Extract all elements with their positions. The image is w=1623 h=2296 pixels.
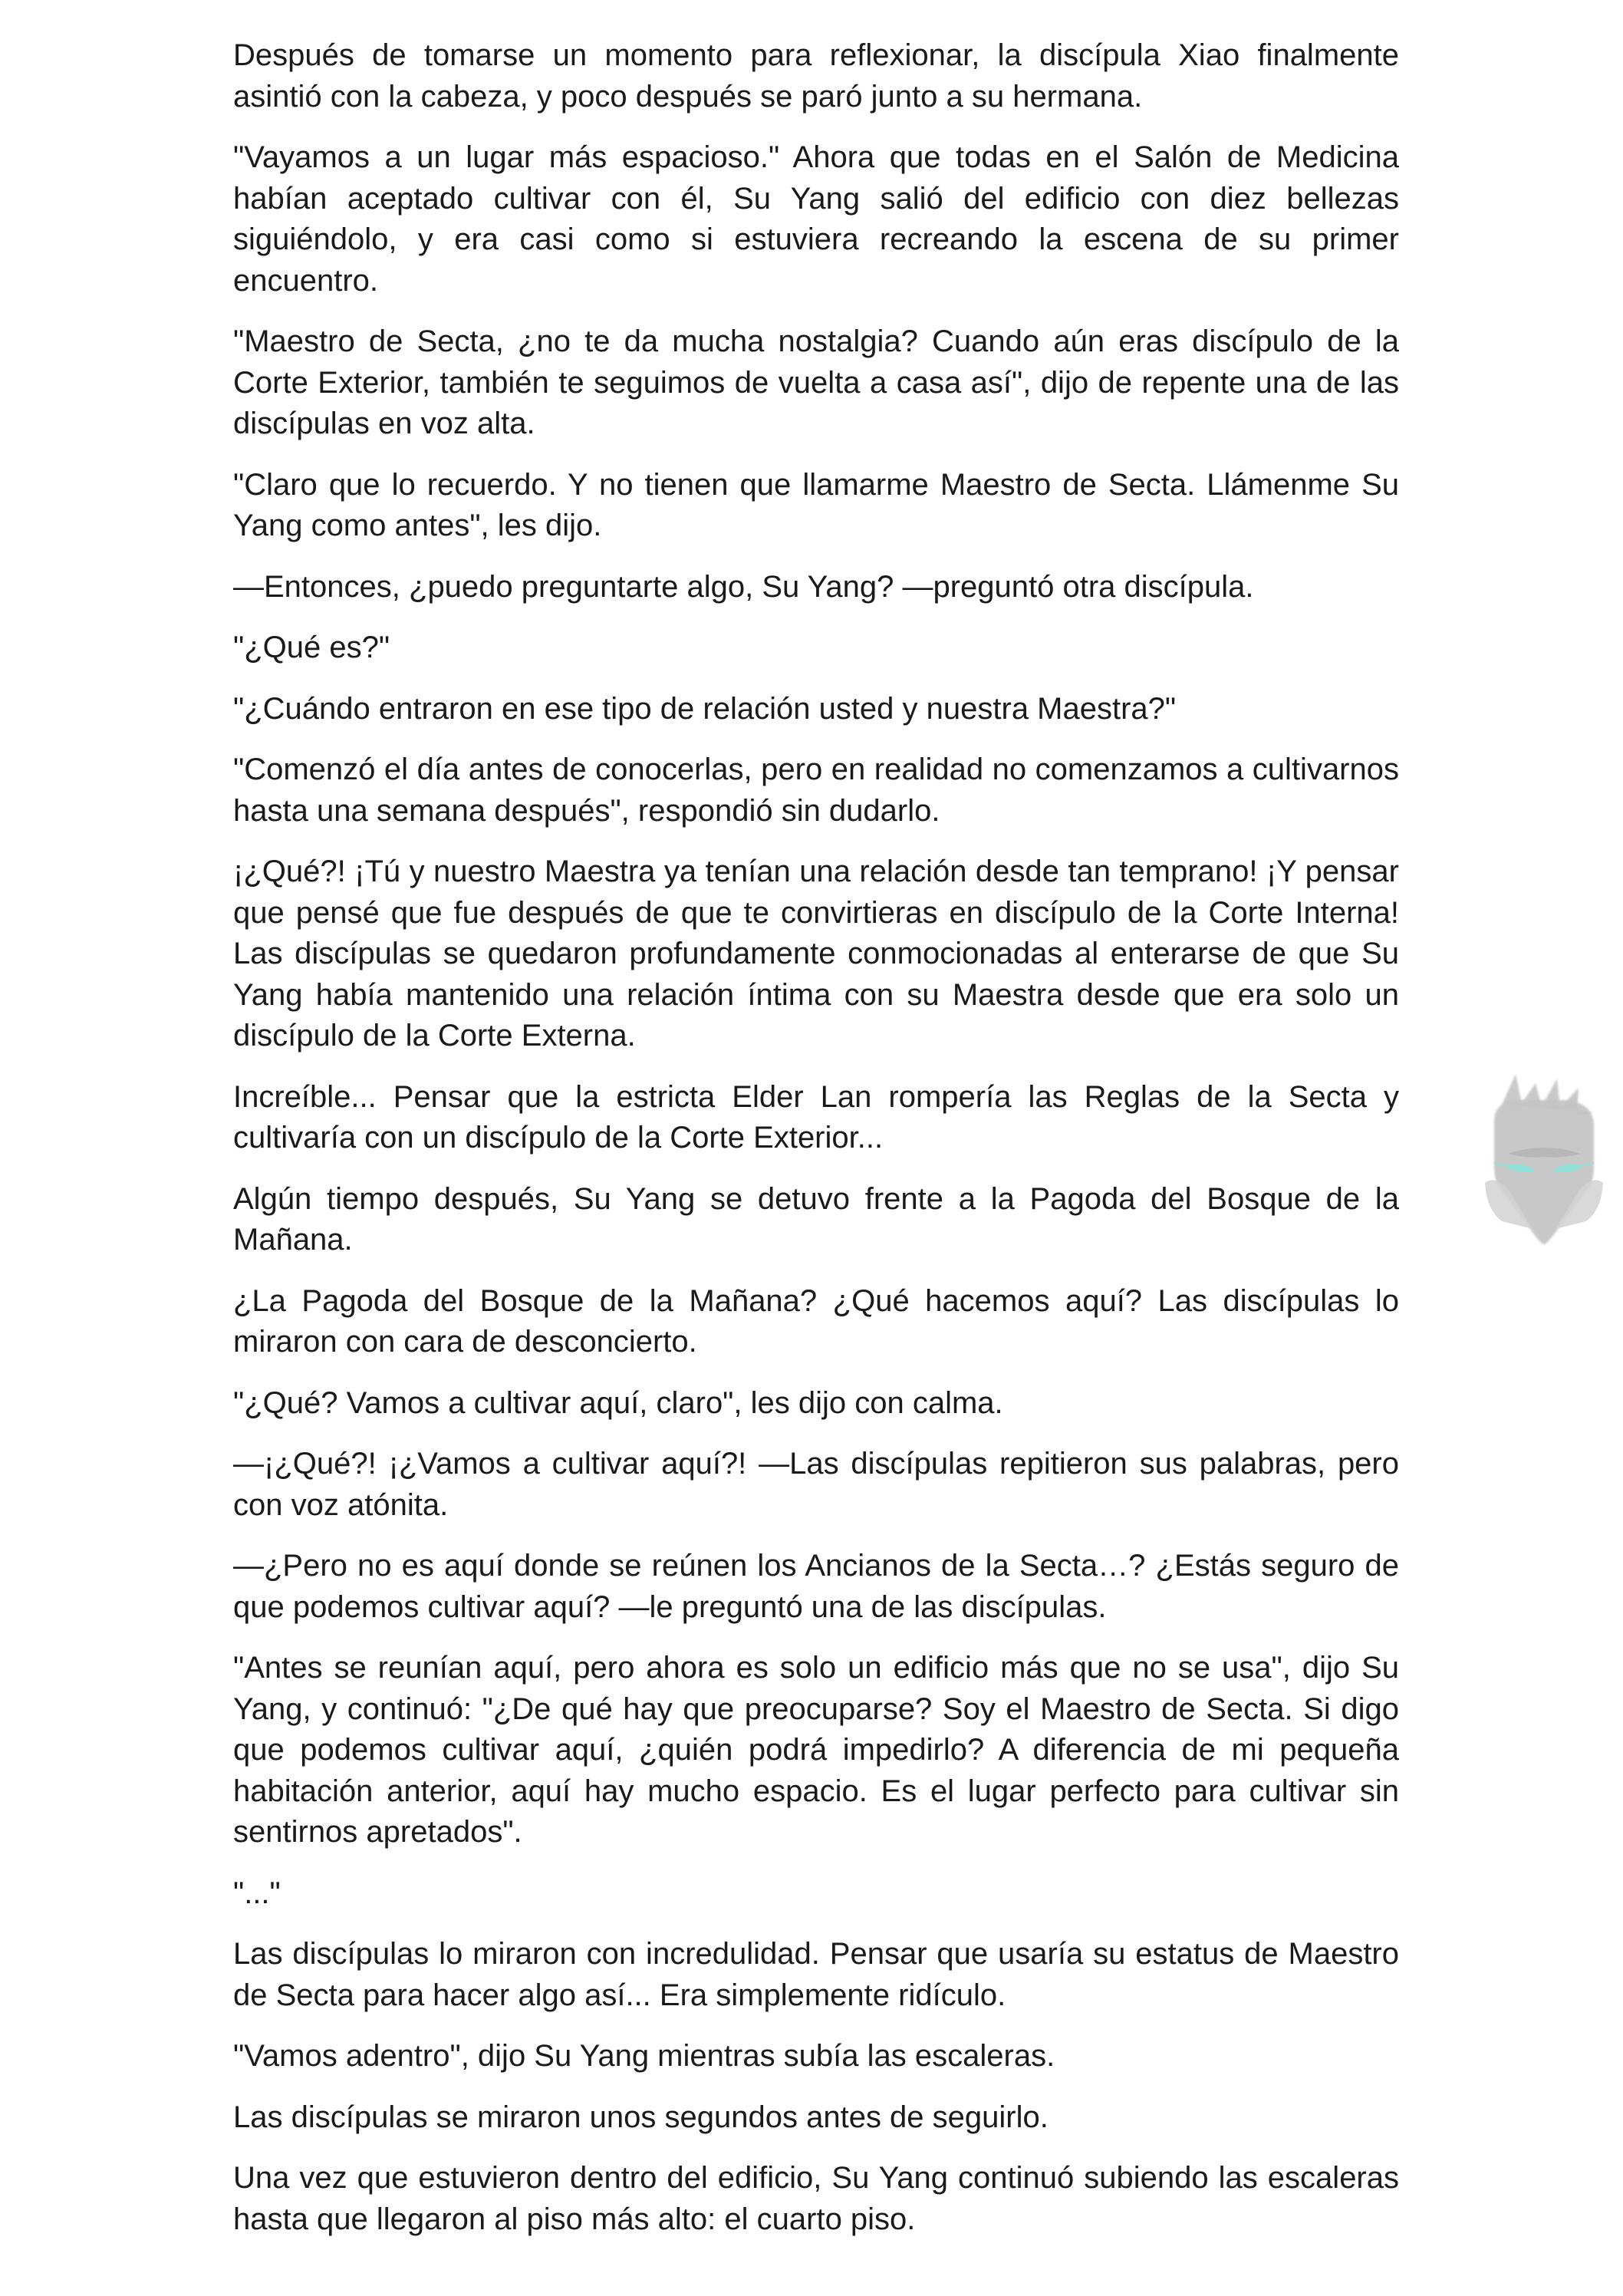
paragraph: "Claro que lo recuerdo. Y no tienen que llamarme Maestro de Secta. Llámenme Su Yang como antes", les dijo. bbox=[233, 467, 1399, 542]
text-column bbox=[233, 35, 1399, 2260]
paragraph: "Vayamos a un lugar más espacioso." Ahora que todas en el Salón de Medicina habían aceptado cultivar con él, Su Yang salió del edificio con diez bellezas siguiéndolo, y era casi como si estuviera recreando la escena de su primer encuentro. bbox=[233, 140, 1399, 298]
paragraph: ¡¿Qué?! ¡Tú y nuestro Maestra ya tenían una relación desde tan temprano! ¡Y pensar que pensé que fue después de que te convirtieras en discípulo de la Corte Interna! Las discípulas se quedaron profundamente conmocionadas al enterarse de que Su Yang había mantenido una relación íntima con su Maestra desde que era solo un discípulo de la Corte Externa. bbox=[233, 855, 1399, 1052]
paragraph: —Entonces, ¿puedo preguntarte algo, Su Yang? —preguntó otra discípula. bbox=[233, 569, 1254, 604]
paragraph: —¡¿Qué?! ¡¿Vamos a cultivar aquí?! —Las discípulas repitieron sus palabras, pero con voz atónita. bbox=[233, 1447, 1399, 1522]
paragraph: Después de tomarse un momento para reflexionar, la discípula Xiao finalmente asintió con la cabeza, y poco después se paró junto a su hermana. bbox=[233, 38, 1399, 114]
paragraph: Una vez que estuvieron dentro del edificio, Su Yang continuó subiendo las escaleras hasta que llegaron al piso más alto: el cuarto piso. bbox=[233, 2161, 1399, 2236]
paragraph: ¿La Pagoda del Bosque de la Mañana? ¿Qué hacemos aquí? Las discípulas lo miraron con cara de desconcierto. bbox=[233, 1283, 1399, 1359]
paragraph: Las discípulas se miraron unos segundos antes de seguirlo. bbox=[233, 2100, 1049, 2134]
paragraph: Algún tiempo después, Su Yang se detuvo frente a la Pagoda del Bosque de la Mañana. bbox=[233, 1181, 1399, 1257]
paragraph: "Comenzó el día antes de conocerlas, pero en realidad no comenzamos a cultivarnos hasta una semana después", respondió sin dudarlo. bbox=[233, 753, 1399, 828]
paragraph: —¿Pero no es aquí donde se reúnen los Ancianos de la Secta…? ¿Estás seguro de que podemos cultivar aquí? —le preguntó una de las discípulas. bbox=[233, 1549, 1399, 1624]
paragraph: Las discípulas lo miraron con incredulidad. Pensar que usaría su estatus de Maestro de Secta para hacer algo así... Era simplemente ridículo. bbox=[233, 1937, 1399, 2012]
paragraph: "¿Cuándo entraron en ese tipo de relación usted y nuestra Maestra?" bbox=[233, 691, 1177, 726]
paragraph: "¿Qué es?" bbox=[233, 631, 390, 664]
paragraph: Increíble... Pensar que la estricta Elder Lan rompería las Reglas de la Secta y cultivaría con un discípulo de la Corte Exterior... bbox=[233, 1079, 1399, 1155]
paragraph: "Maestro de Secta, ¿no te da mucha nostalgia? Cuando aún eras discípulo de la Corte Exterior, también te seguimos de vuelta a casa así", dijo de repente una de las discípulas en voz alta. bbox=[233, 324, 1399, 440]
demon-head-icon bbox=[1471, 1068, 1617, 1252]
paragraph: "..." bbox=[233, 1876, 281, 1910]
paragraph: "Antes se reunían aquí, pero ahora es solo un edificio más que no se usa", dijo Su Yang, y continuó: "¿De qué hay que preocuparse? Soy el Maestro de Secta. Si digo que podemos cultivar aquí, ¿quién podrá impedirlo? A diferencia de mi pequeña habitación anterior, aquí hay mucho espacio. Es el lugar perfecto para cultivar sin sentirnos apretados". bbox=[233, 1651, 1399, 1849]
paragraph: "Vamos adentro", dijo Su Yang mientras subía las escaleras. bbox=[233, 2039, 1055, 2073]
paragraph: "¿Qué? Vamos a cultivar aquí, claro", les dijo con calma. bbox=[233, 1385, 1003, 1420]
